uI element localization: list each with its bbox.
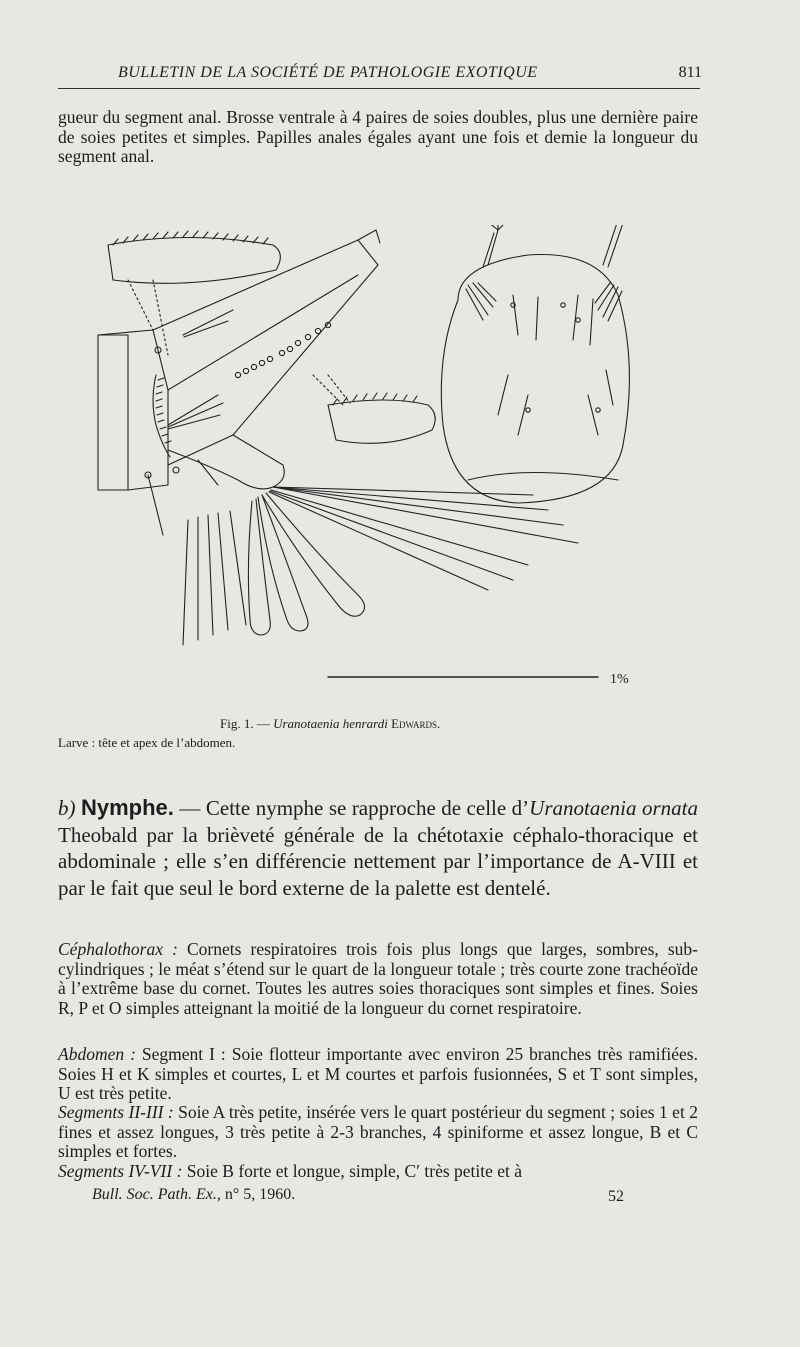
paragraph-cephalothorax	[58, 940, 698, 1018]
abdomen-text: Segment I : Soie flotteur importante avec environ 25 branches très ramifiées. Soies H et K simples et courtes, L et M courtes et parfois fusionnées, S et T sont simples, U est très petite.	[58, 1044, 698, 1103]
footer-journal: Bull. Soc. Path. Ex.,	[92, 1186, 221, 1203]
section-label: b)	[58, 796, 76, 820]
caption-author: Edwards.	[391, 716, 441, 731]
footer-signature: 52	[608, 1188, 624, 1205]
nymphe-text-2: Theobald par la brièveté générale de la chétotaxie céphalo-thoracique et abdominale ; elle s’en différencie nettement par l’importance de A-VIII et par le fait que seul le bord externe de la palette est dentelé.	[58, 822, 698, 900]
page-number: 811	[678, 64, 702, 81]
segments-2-3-text: Soie A très petite, insérée vers le quart postérieur du segment ; soies 1 et 2 fines et assez longues, 3 très petite à 2-3 branches, 4 spiniforme et assez longue, B et C simples et fortes.	[58, 1102, 698, 1161]
figure-subcaption: Larve : tête et apex de l’abdomen.	[58, 735, 236, 750]
section-nymphe	[58, 795, 698, 901]
nymphe-species: Uranotaenia ornata	[529, 796, 698, 820]
intro-paragraph: gueur du segment anal. Brosse ventrale à 4 paires de soies doubles, plus une dernière paire de soies petites et simples. Papilles anales égales ayant une fois et demie la longueur du segment anal.	[58, 107, 698, 166]
running-header	[58, 60, 700, 89]
footer-reference	[92, 1186, 295, 1204]
cephalothorax-lead: Céphalothorax :	[58, 939, 178, 959]
caption-prefix: Fig. 1. —	[220, 716, 270, 731]
scale-bar-label: 1%	[610, 672, 629, 687]
figure-caption	[220, 716, 440, 732]
section-heading: Nymphe.	[81, 795, 174, 820]
nymphe-text-1: — Cette nymphe se rapproche de celle d’	[173, 796, 530, 820]
paragraph-segments-2-3	[58, 1103, 698, 1162]
figure-larva-drawing	[58, 225, 698, 695]
segments-4-7-lead: Segments IV-VII :	[58, 1161, 183, 1181]
footer-issue: n° 5, 1960.	[220, 1186, 296, 1203]
segments-2-3-lead: Segments II-III :	[58, 1102, 174, 1122]
segments-4-7-text: Soie B forte et longue, simple, C′ très petite et à	[182, 1161, 523, 1181]
paragraph-abdomen	[58, 1045, 698, 1104]
caption-species: Uranotaenia henrardi	[273, 716, 388, 731]
journal-title: BULLETIN DE LA SOCIÉTÉ DE PATHOLOGIE EXOTIQUE	[118, 64, 538, 81]
paragraph-segments-4-7	[58, 1162, 698, 1182]
abdomen-lead: Abdomen :	[58, 1044, 136, 1064]
cephalothorax-text: Cornets respiratoires trois fois plus longs que larges, sombres, sub-cylindriques ; le méat s’étend sur le quart de la longueur totale ; très courte zone trachéoïde à l’extrême base du cornet. Toutes les autres soies thoraciques sont simples et fines. Soies R, P et O simples atteignant la moitié de la longueur du cornet respiratoire.	[58, 939, 698, 1018]
